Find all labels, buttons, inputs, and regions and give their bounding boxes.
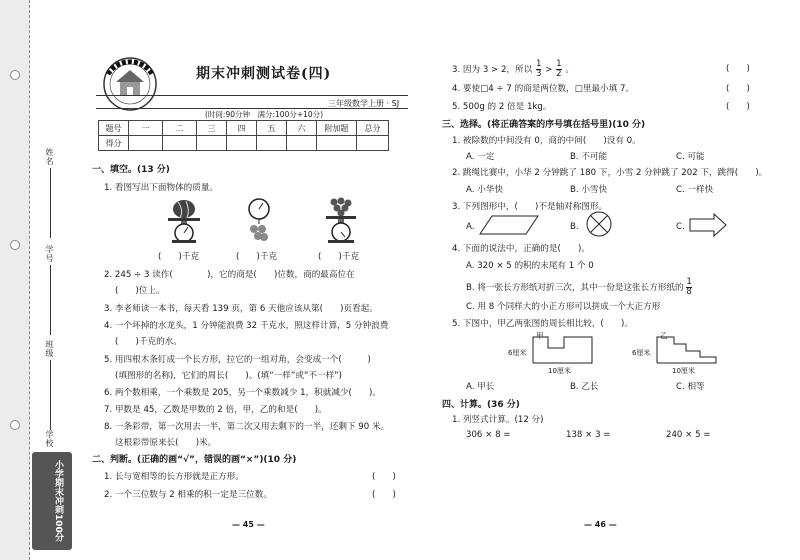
calc-item-3[interactable]: 240 × 5 =	[666, 430, 711, 440]
section-choice-title: 三、选择。(将正确答案的序号填在括号里)(10 分)	[442, 120, 646, 130]
choice-4-option-c[interactable]: C. 用 8 个同样大的小正方形可以拼成一个大正方形	[466, 302, 661, 312]
choice-4: 4. 下面的说法中，正确的是( )。	[452, 244, 590, 254]
page-number-left: — 45 —	[232, 520, 265, 529]
calc-item-2[interactable]: 138 × 3 =	[566, 430, 611, 440]
choice-2: 2. 跳绳比赛中，小华 2 分钟跳了 180 下，小雪 2 分钟跳了 202 下，跳得( )。	[452, 168, 768, 178]
parallelogram-icon	[478, 214, 540, 236]
series-logo-icon	[100, 54, 164, 112]
punch-hole	[10, 240, 20, 250]
punch-hole	[10, 420, 20, 430]
fraction	[556, 60, 561, 79]
divider	[96, 95, 408, 96]
choice-5: 5. 下图中，甲乙两张图的周长相比较，( )。	[452, 319, 633, 329]
fraction-numerator: 1	[556, 59, 562, 69]
choice-3-option-c[interactable]: C.	[676, 222, 685, 232]
choice-1-option-b[interactable]: B. 不可能	[570, 152, 608, 162]
score-cell[interactable]	[357, 136, 389, 151]
binding-edge	[0, 0, 30, 560]
score-cell[interactable]	[163, 136, 197, 151]
figure-jia-height: 6厘米	[508, 349, 527, 357]
name-line	[50, 168, 51, 238]
q1-answer-3[interactable]: ( )千克	[318, 252, 360, 262]
fraction-denominator: 8	[686, 287, 692, 297]
section-calc-title: 四、计算。(36 分)	[442, 400, 520, 410]
question-5-cont: (填图形的名称)，它们的周长( )。(填“一样”或“不一样”)	[115, 371, 342, 381]
figure-yi-label: 乙	[660, 331, 668, 340]
judge-3-text: 3. 因为 3 > 2，所以	[452, 65, 533, 75]
section-judge-title: 二、判断。(正确的画“√”，错误的画“×”)(10 分)	[92, 455, 297, 465]
judge-4: 4. 要使□4 ÷ 7 的商是两位数，□里最小填 7。	[452, 84, 635, 94]
fraction	[536, 60, 541, 79]
table-cell: 总分	[357, 121, 389, 136]
figure-yi-shape	[656, 336, 718, 364]
calc-1: 1. 列竖式计算。(12 分)	[452, 415, 544, 425]
period: 。	[565, 65, 574, 75]
figure-yi-height: 6厘米	[632, 349, 651, 357]
calc-item-1[interactable]: 306 × 8 =	[466, 430, 511, 440]
page-number-right: — 46 —	[584, 520, 617, 529]
choice-3: 3. 下列图形中，( )不是轴对称图形。	[452, 202, 608, 212]
choice-4-option-b[interactable]	[466, 278, 692, 297]
figure-jia-shape	[532, 336, 594, 364]
table-cell: 一	[129, 121, 163, 136]
question-3: 3. 李老师读一本书，每天看 139 页，第 6 天他应该从第( )页看起。	[104, 304, 378, 314]
table-cell: 五	[257, 121, 287, 136]
table-cell: 题号	[99, 121, 129, 136]
fraction	[686, 278, 691, 297]
section-fill-in-title: 一、填空。(13 分)	[92, 165, 170, 175]
judge-3-answer[interactable]: ( )	[726, 64, 750, 74]
question-5: 5. 用四根木条钉成一个长方形，拉它的一组对角，会变成一个( )	[104, 355, 371, 365]
q1-answer-2[interactable]: ( )千克	[236, 252, 278, 262]
punch-hole	[10, 70, 20, 80]
score-cell[interactable]	[257, 136, 287, 151]
choice-2-option-c[interactable]: C. 一样快	[676, 185, 714, 195]
choice-2-option-b[interactable]: B. 小雪快	[570, 185, 608, 195]
table-cell: 六	[287, 121, 317, 136]
score-cell[interactable]	[317, 136, 357, 151]
table-cell: 附加题	[317, 121, 357, 136]
id-label: 学号	[45, 245, 54, 263]
exam-time-info: (时间:90分钟 满分:100分+10分)	[205, 110, 324, 119]
judge-2-answer[interactable]: ( )	[372, 490, 396, 500]
circle-cross-icon	[584, 210, 614, 238]
fraction-numerator: 1	[686, 277, 692, 287]
scale-grapes-icon	[318, 194, 362, 244]
question-6: 6. 两个数相乘，一个乘数是 205，另一个乘数减少 1，积就减少( )。	[104, 388, 382, 398]
question-8: 8. 一条彩带，第一次用去一半，第二次又用去剩下的一半，还剩下 90 米。	[104, 422, 390, 432]
q1-answer-1[interactable]: ( )千克	[158, 252, 200, 262]
table-row	[99, 136, 389, 151]
figure-jia-label: 甲	[536, 331, 544, 340]
school-label: 学校	[45, 430, 54, 448]
spring-scale-icon	[243, 196, 275, 244]
class-line	[50, 360, 51, 430]
fraction-denominator: 2	[556, 69, 562, 79]
table-cell: 得分	[99, 136, 129, 151]
choice-5-option-a[interactable]: A. 甲长	[466, 382, 495, 392]
score-table	[98, 120, 389, 151]
arrow-shape-icon	[688, 212, 728, 238]
series-badge: 小学期末冲刺100分	[32, 452, 72, 550]
judge-1: 1. 长与宽相等的长方形就是正方形。	[104, 472, 244, 482]
question-7: 7. 甲数是 45，乙数是甲数的 2 倍，甲，乙的和是( )。	[104, 405, 327, 415]
choice-1-option-c[interactable]: C. 可能	[676, 152, 705, 162]
fraction-numerator: 1	[535, 59, 542, 69]
score-cell[interactable]	[227, 136, 257, 151]
question-4-cont: ( )千克的水。	[115, 337, 182, 347]
choice-5-option-c[interactable]: C. 相等	[676, 382, 705, 392]
question-8-cont: 这根彩带原来长( )米。	[115, 438, 217, 448]
question-1: 1. 看图写出下面物体的质量。	[104, 183, 219, 193]
judge-1-answer[interactable]: ( )	[372, 472, 396, 482]
choice-3-option-b[interactable]: B.	[570, 222, 579, 232]
question-2: 2. 245 ÷ 3 读作( )，它的商是( )位数，商的最高位在	[104, 270, 355, 280]
choice-3-option-a[interactable]: A.	[466, 222, 475, 232]
choice-4-option-b-text: B. 将一张长方形纸对折三次，其中一份是这张长方形纸的	[466, 283, 684, 293]
choice-2-option-a[interactable]: A. 小华快	[466, 185, 503, 195]
score-cell[interactable]	[129, 136, 163, 151]
choice-5-option-b[interactable]: B. 乙长	[570, 382, 599, 392]
figure-yi-width: 10厘米	[672, 367, 695, 375]
page-title: 期末冲刺测试卷(四)	[196, 66, 332, 82]
judge-4-answer[interactable]: ( )	[726, 84, 750, 94]
question-2-cont: ( )位上。	[115, 286, 165, 296]
choice-1: 1. 被除数的中间没有 0，商的中间( )没有 0。	[452, 136, 641, 146]
page-subtitle: 三年级数学上册 · SJ	[328, 99, 400, 108]
name-label: 姓名	[45, 148, 54, 166]
class-label: 班级	[45, 340, 54, 358]
score-cell[interactable]	[287, 136, 317, 151]
fraction-denominator: 3	[535, 69, 542, 79]
table-cell: 二	[163, 121, 197, 136]
table-cell: 四	[227, 121, 257, 136]
table-cell: 三	[197, 121, 227, 136]
figure-jia-width: 10厘米	[548, 367, 571, 375]
question-4: 4. 一个坏掉的水龙头，1 分钟能浪费 32 千克水，照这样计算，5 分钟浪费	[104, 321, 389, 331]
judge-5-answer[interactable]: ( )	[726, 102, 750, 112]
judge-3	[452, 60, 574, 79]
choice-1-option-a[interactable]: A. 一定	[466, 152, 495, 162]
binding-strip	[0, 0, 86, 560]
greater-than: >	[545, 65, 553, 75]
choice-4-option-a[interactable]: A. 320 × 5 的积的末尾有 1 个 0	[466, 261, 594, 271]
score-cell[interactable]	[197, 136, 227, 151]
id-line	[50, 265, 51, 335]
judge-2: 2. 一个三位数与 2 相乘的积一定是三位数。	[104, 490, 272, 500]
table-row	[99, 121, 389, 136]
scale-watermelon-icon	[160, 196, 208, 244]
judge-5: 5. 500g 的 2 倍是 1kg。	[452, 102, 552, 112]
